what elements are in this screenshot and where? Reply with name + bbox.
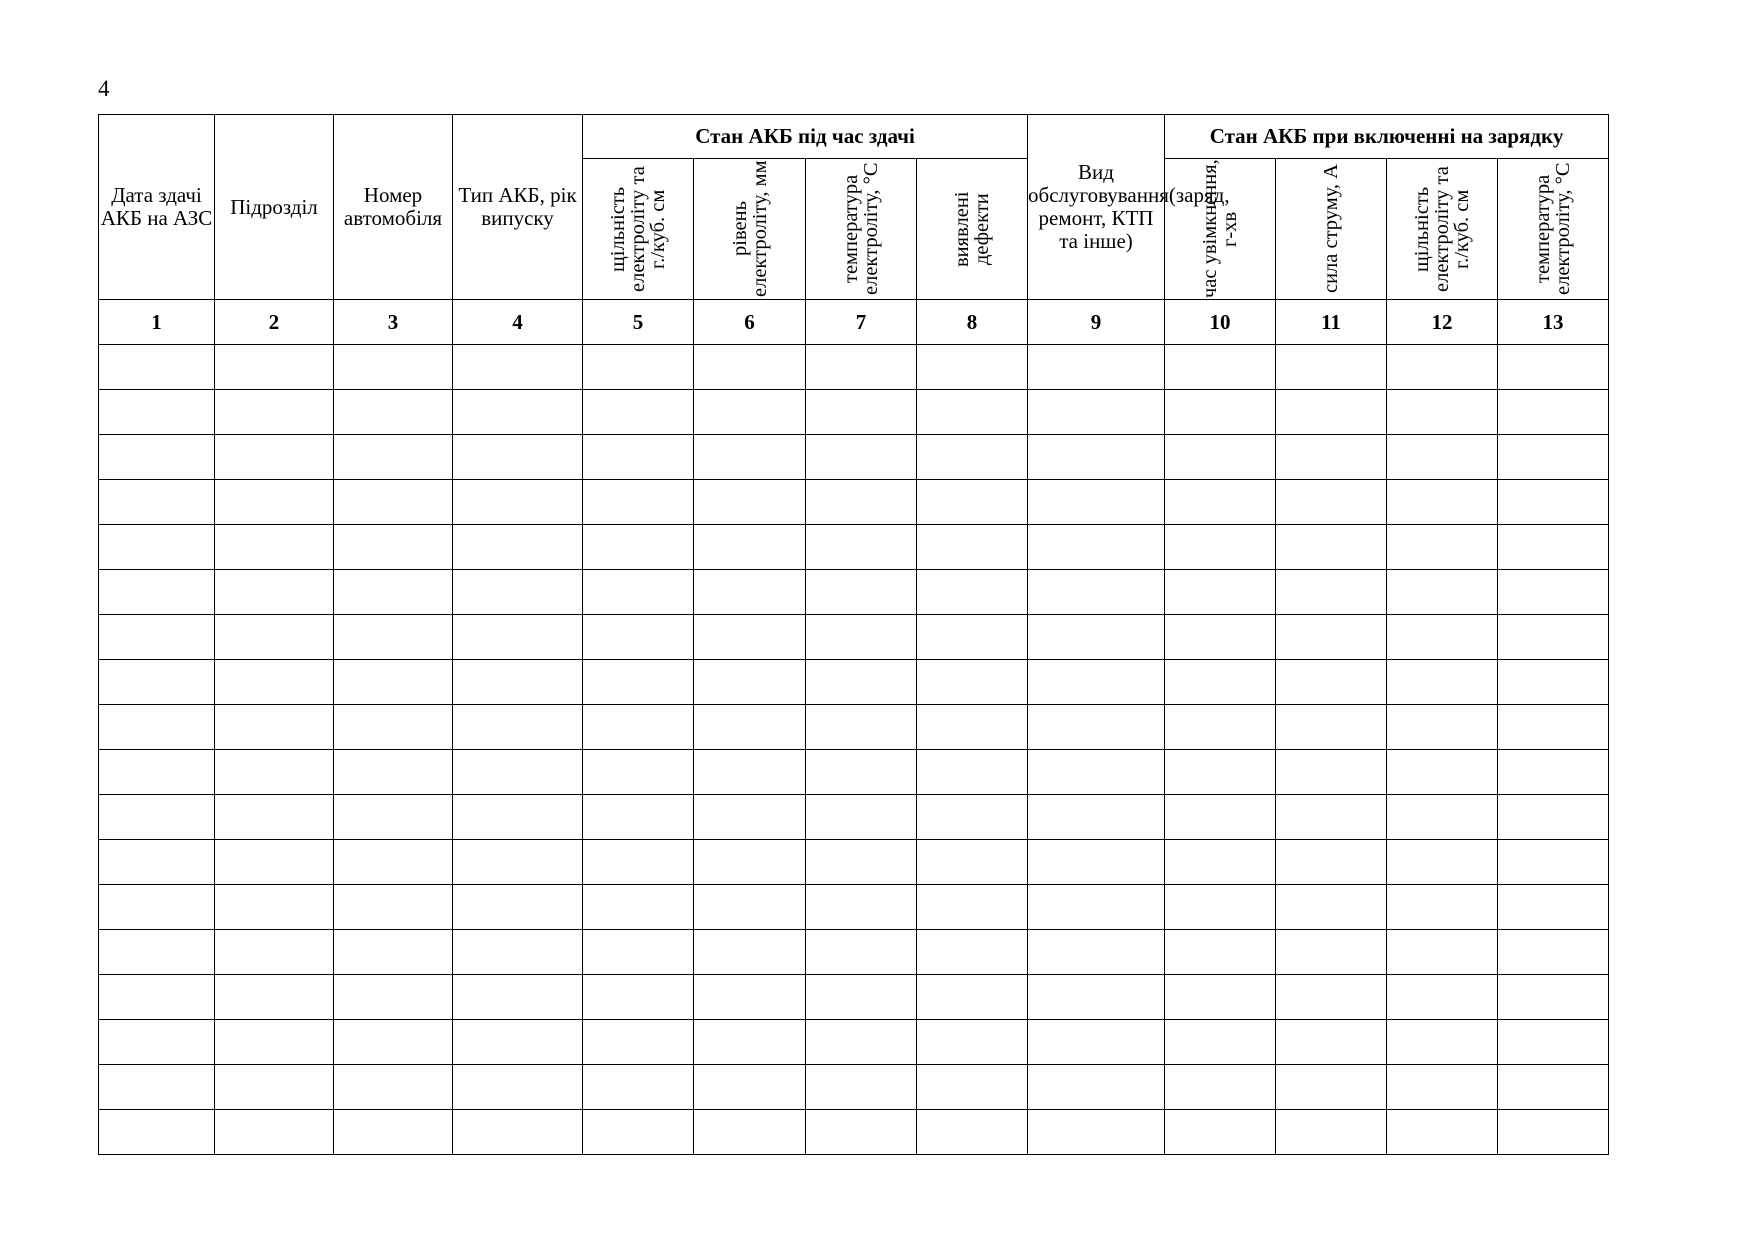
table-cell[interactable] — [1387, 975, 1498, 1020]
table-cell[interactable] — [1165, 840, 1276, 885]
table-cell[interactable] — [215, 795, 334, 840]
table-cell[interactable] — [334, 705, 453, 750]
table-cell[interactable] — [1028, 660, 1165, 705]
table-cell[interactable] — [99, 660, 215, 705]
table-row — [99, 795, 1609, 840]
table-cell[interactable] — [1165, 930, 1276, 975]
table-cell[interactable] — [1165, 480, 1276, 525]
header-current: сила струму, А — [1320, 164, 1343, 294]
table-cell[interactable] — [917, 1020, 1028, 1065]
table-cell[interactable] — [453, 435, 583, 480]
column-number-row — [99, 300, 1609, 345]
table-cell[interactable] — [453, 840, 583, 885]
table-cell[interactable] — [453, 570, 583, 615]
header-service-type: Вид обслуговування(заряд, ремонт, КТП та інше) — [1028, 160, 1230, 253]
table-cell[interactable] — [1028, 975, 1165, 1020]
column-number: 4 — [453, 300, 583, 345]
table-cell[interactable] — [694, 885, 806, 930]
table-cell[interactable] — [583, 930, 694, 975]
table-cell[interactable] — [583, 885, 694, 930]
table-cell[interactable] — [806, 840, 917, 885]
header-defects: виявлені дефекти — [951, 191, 993, 267]
column-number: 3 — [334, 300, 453, 345]
table-cell[interactable] — [1276, 885, 1387, 930]
table-cell[interactable] — [453, 705, 583, 750]
table-cell[interactable] — [694, 840, 806, 885]
header-level: рівень електроліту, мм — [728, 160, 771, 298]
table-cell[interactable] — [1276, 795, 1387, 840]
table-cell[interactable] — [806, 705, 917, 750]
table-row — [99, 480, 1609, 525]
header-charge-density: щільність електроліту та г./куб. см — [1411, 166, 1474, 292]
table-cell[interactable] — [917, 885, 1028, 930]
table-cell[interactable] — [215, 975, 334, 1020]
table-cell[interactable] — [453, 525, 583, 570]
table-cell[interactable] — [917, 615, 1028, 660]
table-cell[interactable] — [215, 705, 334, 750]
table-cell[interactable] — [215, 615, 334, 660]
table-cell[interactable] — [334, 840, 453, 885]
table-cell[interactable] — [1387, 480, 1498, 525]
table-cell[interactable] — [917, 525, 1028, 570]
table-cell[interactable] — [334, 345, 453, 390]
table-cell[interactable] — [215, 930, 334, 975]
table-row — [99, 345, 1609, 390]
table-cell[interactable] — [694, 570, 806, 615]
table-cell[interactable] — [215, 750, 334, 795]
table-cell[interactable] — [806, 660, 917, 705]
table-cell[interactable] — [1387, 615, 1498, 660]
table-row — [99, 750, 1609, 795]
table-cell[interactable] — [99, 750, 215, 795]
table-cell[interactable] — [1028, 480, 1165, 525]
table-cell[interactable] — [1165, 525, 1276, 570]
table-cell[interactable] — [1387, 795, 1498, 840]
table-cell[interactable] — [917, 705, 1028, 750]
header-unit: Підрозділ — [230, 194, 318, 219]
column-number: 8 — [917, 300, 1028, 345]
table-row — [99, 390, 1609, 435]
table-cell[interactable] — [917, 480, 1028, 525]
table-cell[interactable] — [917, 930, 1028, 975]
header-row-1 — [99, 115, 1609, 159]
table-cell[interactable] — [806, 390, 917, 435]
table-cell[interactable] — [215, 660, 334, 705]
column-number: 7 — [806, 300, 917, 345]
table-cell[interactable] — [1498, 435, 1609, 480]
table-cell[interactable] — [99, 570, 215, 615]
table-cell[interactable] — [694, 975, 806, 1020]
table-cell[interactable] — [1387, 930, 1498, 975]
table-cell[interactable] — [1028, 1065, 1165, 1110]
table-cell[interactable] — [583, 1110, 694, 1155]
header-start-time: час увімкнення, г-хв — [1199, 159, 1242, 299]
table-cell[interactable] — [917, 570, 1028, 615]
table-cell[interactable] — [806, 570, 917, 615]
table-cell[interactable] — [99, 480, 215, 525]
header-level-cell — [694, 159, 806, 300]
table-cell[interactable] — [1387, 345, 1498, 390]
header-group-handover-state: Стан АКБ під час здачі — [583, 115, 1028, 159]
table-cell[interactable] — [334, 930, 453, 975]
table-cell[interactable] — [1276, 570, 1387, 615]
table-cell[interactable] — [583, 795, 694, 840]
column-number: 10 — [1165, 300, 1276, 345]
table-cell[interactable] — [1028, 390, 1165, 435]
table-cell[interactable] — [215, 570, 334, 615]
table-cell[interactable] — [1387, 570, 1498, 615]
table-cell[interactable] — [806, 750, 917, 795]
table-cell[interactable] — [215, 1065, 334, 1110]
table-cell[interactable] — [1276, 930, 1387, 975]
table-cell[interactable] — [806, 930, 917, 975]
table-cell[interactable] — [453, 345, 583, 390]
table-cell[interactable] — [583, 525, 694, 570]
table-cell[interactable] — [1498, 525, 1609, 570]
table-cell[interactable] — [1028, 885, 1165, 930]
table-cell[interactable] — [917, 1065, 1028, 1110]
table-cell[interactable] — [453, 390, 583, 435]
table-cell[interactable] — [1387, 885, 1498, 930]
table-cell[interactable] — [334, 1110, 453, 1155]
table-cell[interactable] — [1276, 525, 1387, 570]
table-cell[interactable] — [334, 885, 453, 930]
table-cell[interactable] — [99, 975, 215, 1020]
table-cell[interactable] — [1498, 705, 1609, 750]
header-temperature: температура електроліту, °С — [840, 162, 882, 296]
header-battery-type: Тип АКБ, рік випуску — [458, 183, 577, 230]
column-number: 2 — [215, 300, 334, 345]
table-cell[interactable] — [99, 885, 215, 930]
table-cell[interactable] — [583, 750, 694, 795]
table-cell[interactable] — [917, 795, 1028, 840]
table-cell[interactable] — [99, 1065, 215, 1110]
table-cell[interactable] — [1498, 390, 1609, 435]
table-cell[interactable] — [917, 345, 1028, 390]
table-cell[interactable] — [806, 1020, 917, 1065]
table-cell[interactable] — [583, 390, 694, 435]
table-cell[interactable] — [334, 1065, 453, 1110]
table-cell[interactable] — [1165, 795, 1276, 840]
table-cell[interactable] — [806, 480, 917, 525]
table-cell[interactable] — [806, 795, 917, 840]
table-cell[interactable] — [1276, 705, 1387, 750]
table-cell[interactable] — [453, 660, 583, 705]
table-cell[interactable] — [1276, 840, 1387, 885]
table-cell[interactable] — [583, 615, 694, 660]
table-cell[interactable] — [1165, 345, 1276, 390]
table-cell[interactable] — [583, 705, 694, 750]
battery-log-table — [98, 114, 1609, 1155]
table-cell[interactable] — [215, 390, 334, 435]
table-cell[interactable] — [99, 435, 215, 480]
table-cell[interactable] — [1498, 795, 1609, 840]
table-cell[interactable] — [99, 705, 215, 750]
table-cell[interactable] — [806, 885, 917, 930]
table-cell[interactable] — [99, 525, 215, 570]
header-date: Дата здачі АКБ на АЗС — [100, 183, 213, 230]
table-cell[interactable] — [694, 1065, 806, 1110]
table-row — [99, 705, 1609, 750]
table-cell[interactable] — [1498, 930, 1609, 975]
table-cell[interactable] — [806, 525, 917, 570]
table-cell[interactable] — [1498, 1065, 1609, 1110]
header-vehicle-number-cell — [334, 115, 453, 300]
header-group-charging-state: Стан АКБ при включенні на зарядку — [1165, 115, 1609, 159]
table-row — [99, 1110, 1609, 1155]
header-start-time-cell — [1165, 159, 1276, 300]
table-cell[interactable] — [1028, 1020, 1165, 1065]
table-cell[interactable] — [1165, 1110, 1276, 1155]
table-cell[interactable] — [806, 615, 917, 660]
table-cell[interactable] — [806, 975, 917, 1020]
column-number: 11 — [1276, 300, 1387, 345]
table-cell[interactable] — [694, 660, 806, 705]
table-cell[interactable] — [1387, 1065, 1498, 1110]
header-unit-cell — [215, 115, 334, 300]
table-cell[interactable] — [1498, 885, 1609, 930]
table-cell[interactable] — [1276, 975, 1387, 1020]
table-cell[interactable] — [334, 390, 453, 435]
table-cell[interactable] — [1165, 390, 1276, 435]
table-cell[interactable] — [1165, 705, 1276, 750]
table-cell[interactable] — [917, 435, 1028, 480]
table-cell[interactable] — [99, 1020, 215, 1065]
table-cell[interactable] — [583, 1020, 694, 1065]
table-cell[interactable] — [694, 525, 806, 570]
table-cell[interactable] — [1387, 525, 1498, 570]
table-cell[interactable] — [1498, 750, 1609, 795]
table-cell[interactable] — [583, 480, 694, 525]
table-cell[interactable] — [215, 885, 334, 930]
table-cell[interactable] — [1028, 705, 1165, 750]
column-number: 6 — [694, 300, 806, 345]
table-cell[interactable] — [583, 975, 694, 1020]
table-cell[interactable] — [1387, 1110, 1498, 1155]
table-cell[interactable] — [1028, 345, 1165, 390]
table-cell[interactable] — [694, 345, 806, 390]
table-cell[interactable] — [1028, 615, 1165, 660]
header-charge-temperature: температура електроліту, °С — [1532, 162, 1575, 296]
table-row — [99, 435, 1609, 480]
table-row — [99, 885, 1609, 930]
table-cell[interactable] — [1498, 570, 1609, 615]
table-row — [99, 975, 1609, 1020]
table-cell[interactable] — [1387, 750, 1498, 795]
table-cell[interactable] — [917, 390, 1028, 435]
table-cell[interactable] — [1028, 930, 1165, 975]
table-row — [99, 570, 1609, 615]
table-cell[interactable] — [917, 975, 1028, 1020]
table-cell[interactable] — [1498, 480, 1609, 525]
table-cell[interactable] — [1498, 975, 1609, 1020]
table-cell[interactable] — [917, 840, 1028, 885]
table-cell[interactable] — [99, 390, 215, 435]
table-row — [99, 840, 1609, 885]
table-cell[interactable] — [1498, 840, 1609, 885]
table-cell[interactable] — [1276, 1110, 1387, 1155]
table-cell[interactable] — [694, 795, 806, 840]
table-cell[interactable] — [99, 795, 215, 840]
header-current-cell — [1276, 159, 1387, 300]
table-cell[interactable] — [917, 660, 1028, 705]
table-cell[interactable] — [1276, 1065, 1387, 1110]
table-row — [99, 615, 1609, 660]
table-cell[interactable] — [1028, 1110, 1165, 1155]
table-cell[interactable] — [694, 615, 806, 660]
table-row — [99, 1020, 1609, 1065]
table-cell[interactable] — [334, 975, 453, 1020]
column-number: 9 — [1028, 300, 1165, 345]
table-cell[interactable] — [1028, 435, 1165, 480]
table-cell[interactable] — [453, 1020, 583, 1065]
table-row — [99, 930, 1609, 975]
table-cell[interactable] — [1498, 345, 1609, 390]
table-cell[interactable] — [583, 840, 694, 885]
table-cell[interactable] — [453, 885, 583, 930]
table-cell[interactable] — [215, 840, 334, 885]
table-cell[interactable] — [334, 660, 453, 705]
table-cell[interactable] — [1165, 615, 1276, 660]
table-cell[interactable] — [334, 615, 453, 660]
table-cell[interactable] — [99, 1110, 215, 1155]
table-cell[interactable] — [215, 1110, 334, 1155]
table-cell[interactable] — [1165, 1065, 1276, 1110]
table-cell[interactable] — [1387, 660, 1498, 705]
table-cell[interactable] — [1387, 840, 1498, 885]
header-temperature-cell — [806, 159, 917, 300]
table-cell[interactable] — [917, 750, 1028, 795]
table-cell[interactable] — [806, 435, 917, 480]
table-cell[interactable] — [215, 345, 334, 390]
table-cell[interactable] — [334, 1020, 453, 1065]
table-cell[interactable] — [99, 840, 215, 885]
table-cell[interactable] — [215, 480, 334, 525]
table-cell[interactable] — [215, 525, 334, 570]
table-cell[interactable] — [1165, 885, 1276, 930]
table-cell[interactable] — [334, 480, 453, 525]
table-cell[interactable] — [215, 435, 334, 480]
header-charge-density-cell — [1387, 159, 1498, 300]
table-cell[interactable] — [1498, 660, 1609, 705]
table-cell[interactable] — [334, 435, 453, 480]
table-cell[interactable] — [1165, 435, 1276, 480]
table-cell[interactable] — [215, 1020, 334, 1065]
table-cell[interactable] — [806, 1110, 917, 1155]
table-cell[interactable] — [453, 930, 583, 975]
table-cell[interactable] — [1165, 570, 1276, 615]
table-cell[interactable] — [694, 1020, 806, 1065]
header-density: щільність електроліту та г./куб. см — [607, 166, 669, 292]
table-cell[interactable] — [1498, 1110, 1609, 1155]
table-cell[interactable] — [1387, 705, 1498, 750]
column-number: 12 — [1387, 300, 1498, 345]
table-cell[interactable] — [583, 570, 694, 615]
table-cell[interactable] — [1028, 795, 1165, 840]
table-cell[interactable] — [334, 795, 453, 840]
table-cell[interactable] — [334, 570, 453, 615]
table-cell[interactable] — [1498, 615, 1609, 660]
table-cell[interactable] — [694, 750, 806, 795]
table-cell[interactable] — [1165, 1020, 1276, 1065]
table-cell[interactable] — [1387, 390, 1498, 435]
column-number: 1 — [99, 300, 215, 345]
table-cell[interactable] — [806, 1065, 917, 1110]
table-row — [99, 525, 1609, 570]
table-cell[interactable] — [334, 750, 453, 795]
header-defects-cell — [917, 159, 1028, 300]
table-cell[interactable] — [583, 435, 694, 480]
table-cell[interactable] — [694, 1110, 806, 1155]
table-cell[interactable] — [694, 435, 806, 480]
table-cell[interactable] — [1165, 660, 1276, 705]
table-cell[interactable] — [99, 930, 215, 975]
table-cell[interactable] — [99, 615, 215, 660]
column-number: 5 — [583, 300, 694, 345]
table-cell[interactable] — [334, 525, 453, 570]
table-cell[interactable] — [694, 930, 806, 975]
table-cell[interactable] — [453, 975, 583, 1020]
header-charge-temperature-cell — [1498, 159, 1609, 300]
header-vehicle-number: Номер автомобіля — [343, 183, 443, 230]
table-cell[interactable] — [99, 345, 215, 390]
table-cell[interactable] — [453, 1065, 583, 1110]
table-cell[interactable] — [453, 1110, 583, 1155]
table-cell[interactable] — [453, 795, 583, 840]
table-cell[interactable] — [583, 660, 694, 705]
table-cell[interactable] — [1276, 1020, 1387, 1065]
table-cell[interactable] — [1028, 840, 1165, 885]
table-cell[interactable] — [1028, 750, 1165, 795]
header-density-cell — [583, 159, 694, 300]
table-cell[interactable] — [583, 345, 694, 390]
table-row — [99, 1065, 1609, 1110]
table-cell[interactable] — [1276, 750, 1387, 795]
table-cell[interactable] — [1165, 750, 1276, 795]
page-number: 4 — [98, 76, 110, 101]
table-cell[interactable] — [1165, 975, 1276, 1020]
table-cell[interactable] — [1028, 570, 1165, 615]
table-cell[interactable] — [1498, 1020, 1609, 1065]
table-cell[interactable] — [1387, 435, 1498, 480]
table-cell[interactable] — [694, 390, 806, 435]
table-cell[interactable] — [1276, 615, 1387, 660]
table-cell[interactable] — [583, 1065, 694, 1110]
table-cell[interactable] — [1276, 435, 1387, 480]
table-cell[interactable] — [917, 1110, 1028, 1155]
table-cell[interactable] — [453, 615, 583, 660]
table-cell[interactable] — [1387, 1020, 1498, 1065]
header-battery-type-cell — [453, 115, 583, 300]
table-cell[interactable] — [694, 705, 806, 750]
table-row — [99, 660, 1609, 705]
header-date-cell — [99, 115, 215, 300]
column-number: 13 — [1498, 300, 1609, 345]
table-cell[interactable] — [1276, 345, 1387, 390]
table-cell[interactable] — [806, 345, 917, 390]
table-cell[interactable] — [1276, 660, 1387, 705]
table-cell[interactable] — [1276, 390, 1387, 435]
table-cell[interactable] — [694, 480, 806, 525]
table-cell[interactable] — [1028, 525, 1165, 570]
table-cell[interactable] — [1276, 480, 1387, 525]
table-cell[interactable] — [453, 750, 583, 795]
table-cell[interactable] — [453, 480, 583, 525]
